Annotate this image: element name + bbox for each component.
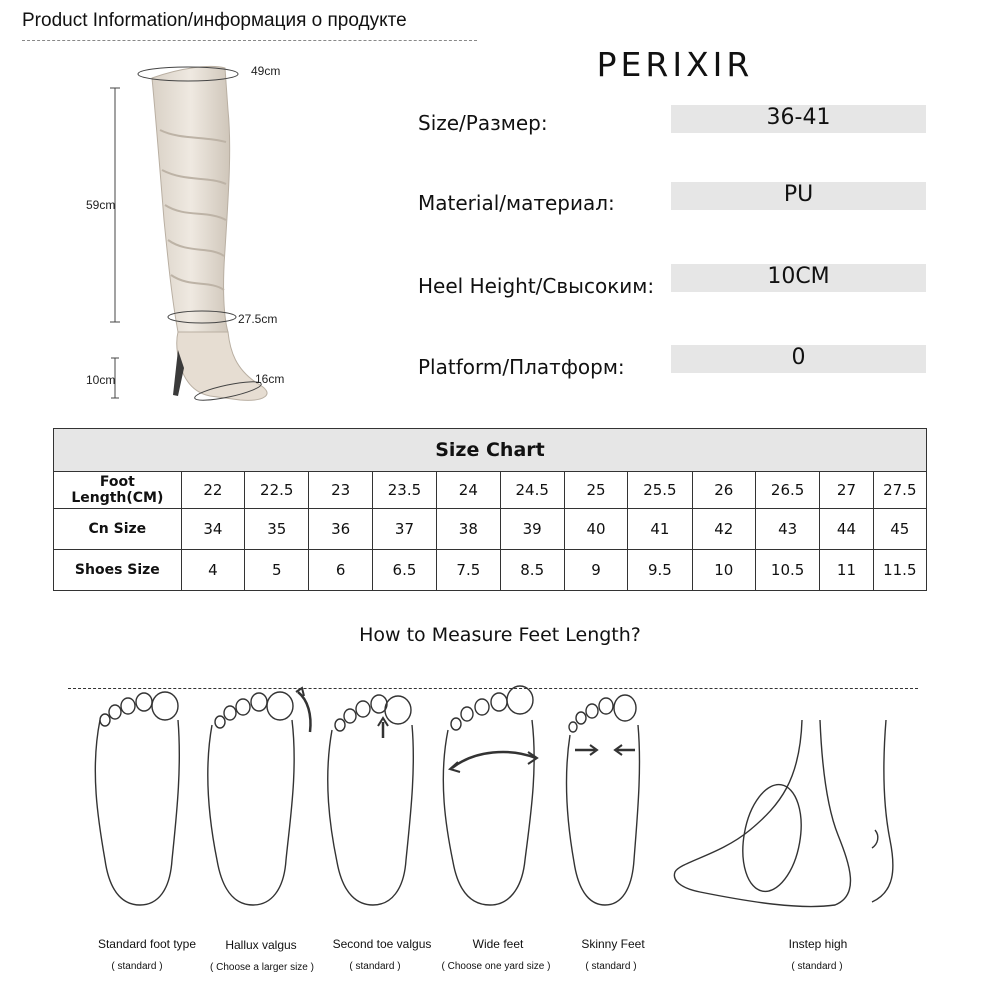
table-cell: 35 bbox=[245, 509, 309, 550]
spec-material-value: PU bbox=[671, 182, 926, 210]
standard-foot-icon bbox=[95, 692, 179, 905]
foot-label-instep: Instep high bbox=[788, 937, 848, 951]
foot-label-skinny: Skinny Feet bbox=[581, 937, 645, 951]
wide-foot-icon bbox=[443, 686, 537, 905]
table-cell: 11.5 bbox=[873, 550, 926, 591]
spec-heel-value: 10CM bbox=[671, 264, 926, 292]
table-cell: 38 bbox=[437, 509, 500, 550]
foot-note-instep: ( standard ) bbox=[791, 961, 843, 972]
spec-platform-value: 0 bbox=[671, 345, 926, 373]
table-cell: 36 bbox=[309, 509, 372, 550]
feet-illustrations bbox=[60, 680, 940, 920]
page-title: Product Information/информация о продукте bbox=[22, 10, 407, 31]
table-cell: 7.5 bbox=[437, 550, 500, 591]
table-cell: 45 bbox=[873, 509, 926, 550]
foot-note-second-toe: ( standard ) bbox=[349, 961, 401, 972]
table-row bbox=[54, 472, 927, 509]
spec-size-value: 36-41 bbox=[671, 105, 926, 133]
foot-label-hallux: Hallux valgus bbox=[225, 938, 297, 952]
skinny-foot-icon bbox=[567, 695, 640, 905]
size-chart-title: Size Chart bbox=[54, 429, 927, 472]
foot-label-wide: Wide feet bbox=[472, 937, 524, 951]
brand-logo: PERIXIR bbox=[596, 45, 754, 84]
table-cell: 44 bbox=[820, 509, 873, 550]
table-cell: 23 bbox=[309, 472, 372, 509]
spec-material-label: Material/материал: bbox=[418, 191, 615, 215]
spec-heel-label: Heel Height/Свысоким: bbox=[418, 274, 655, 298]
table-cell: 6 bbox=[309, 550, 372, 591]
boot-heel-height: 10cm bbox=[86, 373, 116, 387]
table-cell: 9.5 bbox=[628, 550, 692, 591]
boot-shaft-height: 59cm bbox=[86, 198, 116, 212]
table-cell: 41 bbox=[628, 509, 692, 550]
table-cell: 10.5 bbox=[755, 550, 819, 591]
table-cell: 8.5 bbox=[500, 550, 564, 591]
table-cell: 6.5 bbox=[372, 550, 436, 591]
table-row bbox=[54, 509, 927, 550]
spec-size-label: Size/Размер: bbox=[418, 111, 548, 135]
table-cell: 39 bbox=[500, 509, 564, 550]
table-cell: 27.5 bbox=[873, 472, 926, 509]
boot-top-circumference: 49cm bbox=[251, 64, 281, 78]
table-cell: 43 bbox=[755, 509, 819, 550]
foot-note-skinny: ( standard ) bbox=[585, 961, 637, 972]
table-cell: 9 bbox=[564, 550, 627, 591]
header-divider bbox=[22, 40, 477, 41]
table-cell: 25.5 bbox=[628, 472, 692, 509]
spec-platform-label: Platform/Платформ: bbox=[418, 355, 625, 379]
foot-label-second-toe: Second toe valgus bbox=[332, 937, 432, 951]
table-cell: 40 bbox=[564, 509, 627, 550]
foot-label-standard: Standard foot type bbox=[97, 937, 197, 951]
boot-illustration bbox=[60, 50, 380, 420]
row-header-shoes-size: Shoes Size bbox=[54, 550, 182, 591]
measure-title: How to Measure Feet Length? bbox=[359, 624, 641, 646]
table-cell: 11 bbox=[820, 550, 873, 591]
foot-note-standard: ( standard ) bbox=[111, 961, 163, 972]
table-cell: 4 bbox=[181, 550, 244, 591]
foot-note-hallux: ( Choose a larger size ) bbox=[210, 962, 314, 973]
table-cell: 25 bbox=[564, 472, 627, 509]
row-header-foot-length: Foot Length(CM) bbox=[54, 472, 182, 509]
table-cell: 24.5 bbox=[500, 472, 564, 509]
boot-ankle-circumference: 16cm bbox=[255, 372, 285, 386]
table-cell: 34 bbox=[181, 509, 244, 550]
table-cell: 22.5 bbox=[245, 472, 309, 509]
boot-knee-circumference: 27.5cm bbox=[238, 312, 278, 326]
table-cell: 37 bbox=[372, 509, 436, 550]
instep-high-foot-icon bbox=[674, 720, 893, 907]
second-toe-valgus-foot-icon bbox=[328, 695, 414, 905]
table-cell: 27 bbox=[820, 472, 873, 509]
table-cell: 24 bbox=[437, 472, 500, 509]
foot-note-wide: ( Choose one yard size ) bbox=[441, 961, 551, 972]
table-cell: 5 bbox=[245, 550, 309, 591]
table-row bbox=[54, 550, 927, 591]
table-cell: 42 bbox=[692, 509, 755, 550]
table-cell: 26.5 bbox=[755, 472, 819, 509]
table-cell: 23.5 bbox=[372, 472, 436, 509]
hallux-valgus-foot-icon bbox=[208, 688, 311, 905]
size-chart-table bbox=[53, 428, 927, 591]
table-cell: 26 bbox=[692, 472, 755, 509]
table-cell: 10 bbox=[692, 550, 755, 591]
row-header-cn-size: Cn Size bbox=[54, 509, 182, 550]
table-cell: 22 bbox=[181, 472, 244, 509]
